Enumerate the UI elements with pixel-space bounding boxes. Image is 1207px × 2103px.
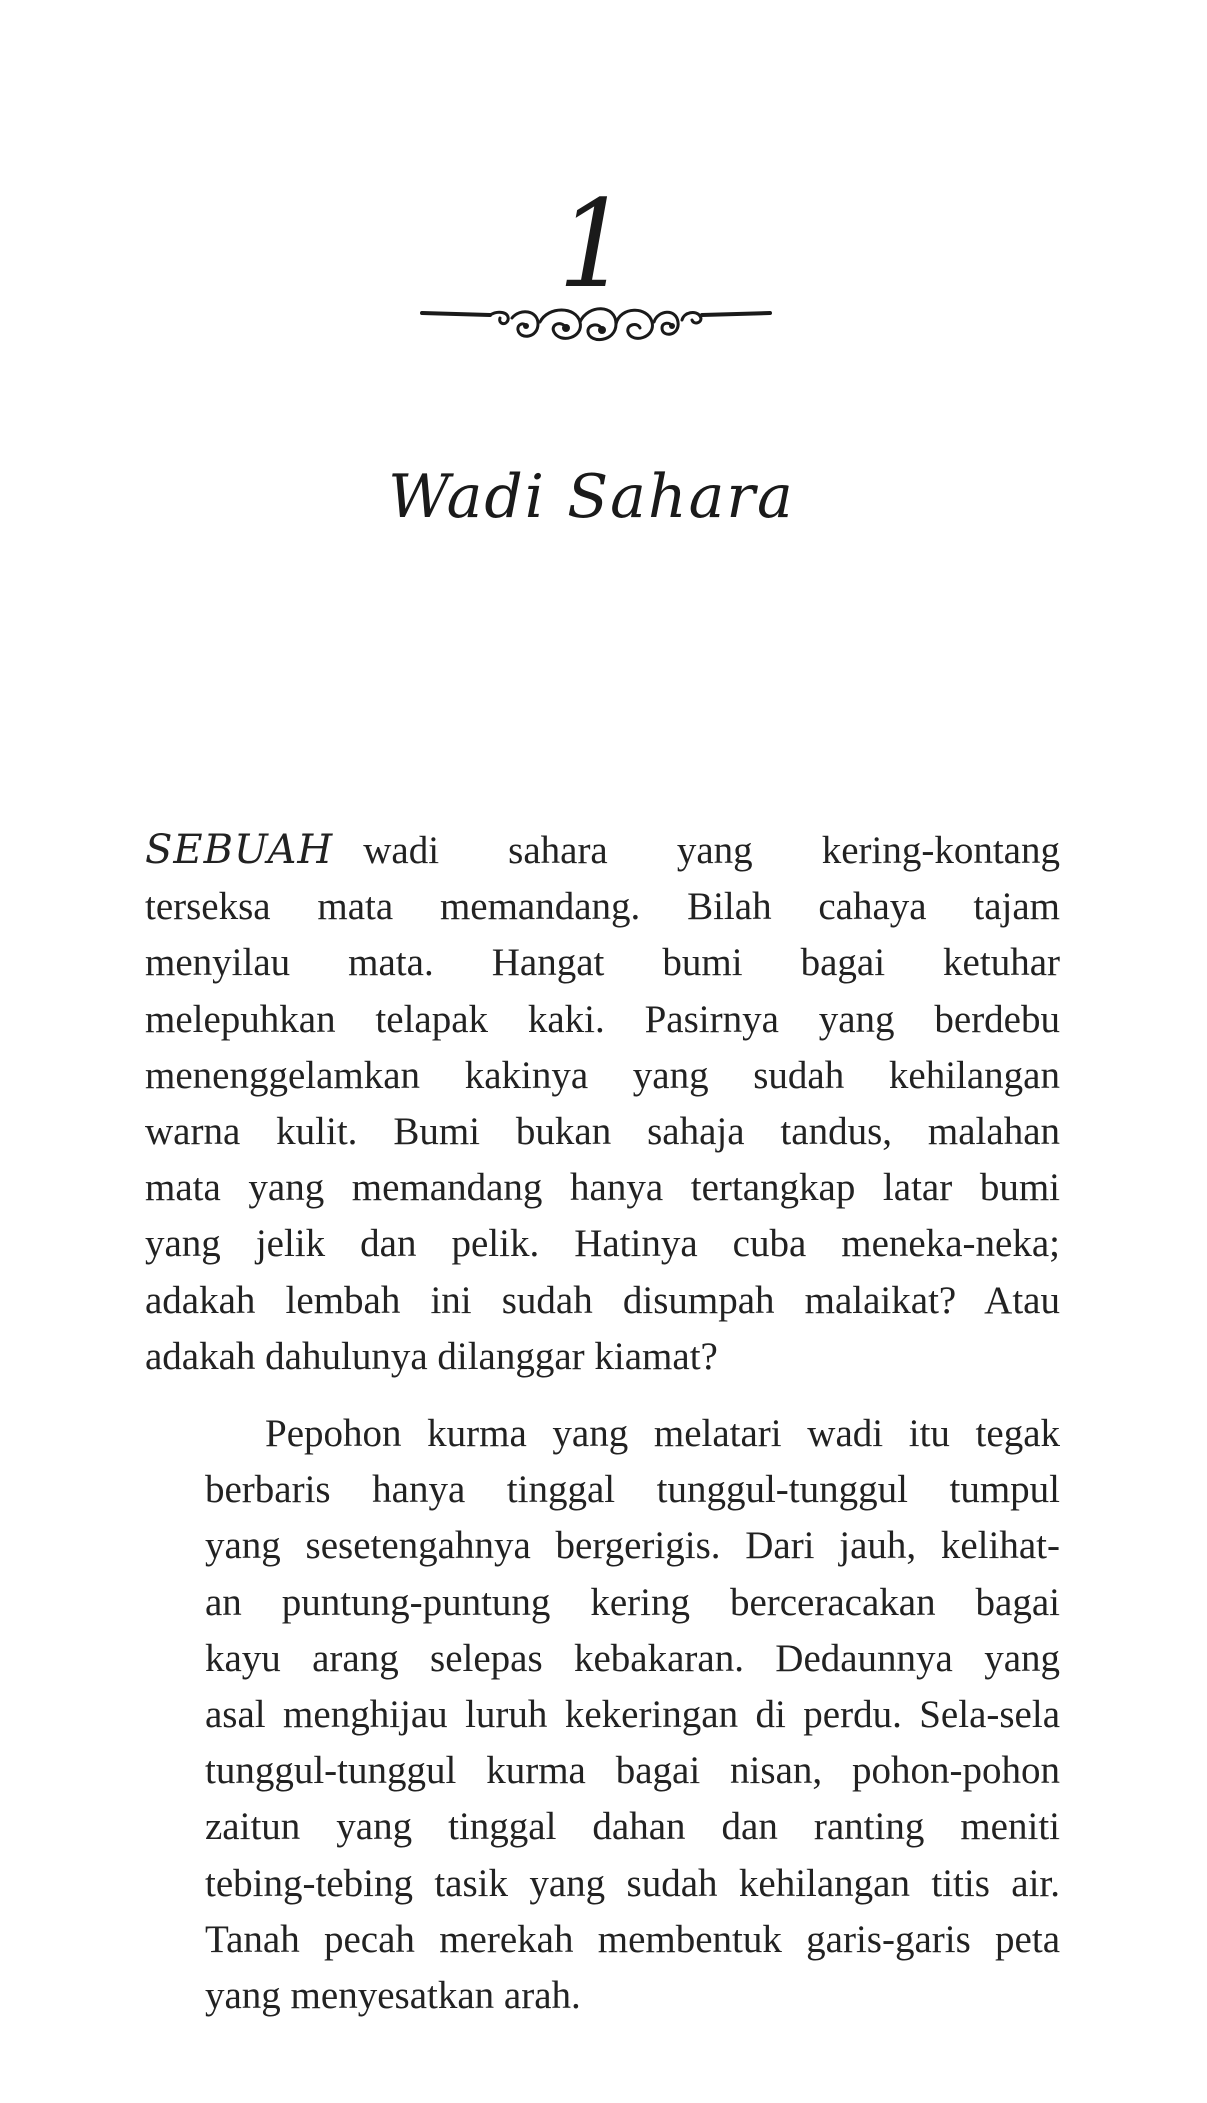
chapter-title: Wadi Sahara [388, 462, 795, 532]
paragraph-2-line: tebing-tebing tasik yang sudah kehilangan titis air. [205, 1861, 1060, 1905]
paragraph-1-line: terseksa mata memandang. Bilah cahaya tajam [145, 885, 1060, 929]
paragraph-1-line: menyilau mata. Hangat bumi bagai ketuhar [145, 941, 1060, 985]
paragraph-2-line: Tanah pecah merekah membentuk garis-garis peta [205, 1917, 1060, 1961]
paragraph-1 [145, 822, 1060, 1385]
paragraph-1-line: warna kulit. Bumi bukan sahaja tandus, malahan [145, 1110, 1060, 1154]
paragraph-2-line: zaitun yang tinggal dahan dan ranting meniti [205, 1805, 1060, 1849]
paragraph-2-line: Pepohon kurma yang melatari wadi itu tegak [265, 1412, 1060, 1455]
line-text: wadi sahara yang kering-kontang [363, 829, 1060, 872]
chapter-number: 1 [557, 174, 630, 316]
paragraph-1-line: melepuhkan telapak kaki. Pasirnya yang berdebu [145, 997, 1060, 1041]
paragraph-2-line: kayu arang selepas kebakaran. Dedaunnya yang [205, 1636, 1060, 1680]
paragraph-2-line: asal menghijau luruh kekeringan di perdu. Sela-sela [205, 1693, 1060, 1737]
paragraph-2-line: an puntung-puntung kering berceracakan bagai [205, 1580, 1060, 1624]
scroll-flourish-ornament-icon [420, 300, 772, 350]
paragraph-1-line: menenggelamkan kakinya yang sudah kehilangan [145, 1053, 1060, 1097]
paragraph-1-line [145, 822, 1060, 879]
paragraph-2-line: berbaris hanya tinggal tunggul-tunggul tumpul [205, 1468, 1060, 1512]
paragraph-1-line: adakah lembah ini sudah disumpah malaikat? Atau [145, 1278, 1060, 1322]
paragraph-1-line: yang jelik dan pelik. Hatinya cuba meneka-neka; [145, 1222, 1060, 1266]
paragraph-2-line: yang sesetengahnya bergerigis. Dari jauh, kelihat- [205, 1524, 1060, 1568]
lead-word: SEBUAH [145, 827, 334, 873]
paragraph-2 [145, 1406, 1060, 2024]
paragraph-1-line: mata yang memandang hanya tertangkap latar bumi [145, 1166, 1060, 1210]
paragraph-2-line: yang menyesatkan arah. [205, 1974, 581, 2018]
paragraph-2-line: tunggul-tunggul kurma bagai nisan, pohon-pohon [205, 1749, 1060, 1793]
paragraph-1-line: adakah dahulunya dilanggar kiamat? [145, 1334, 718, 1378]
